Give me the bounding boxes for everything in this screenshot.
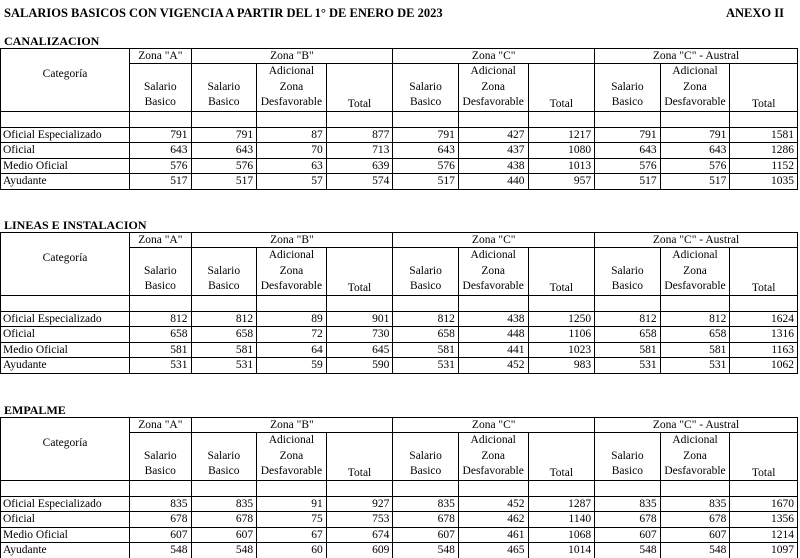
salary-cell: 590 <box>326 358 393 374</box>
salary-cell: 713 <box>326 143 393 159</box>
salary-cell: 957 <box>528 174 595 190</box>
salary-cell: 1214 <box>730 527 798 543</box>
salary-cell: 1152 <box>730 158 798 174</box>
salary-cell: 576 <box>130 158 191 174</box>
salary-cell: 548 <box>595 543 661 558</box>
category-label: Medio Oficial <box>1 158 130 174</box>
adicional-zona-header: Adicional Zona Desfavorable <box>458 433 528 481</box>
salary-cell: 581 <box>595 342 661 358</box>
salary-cell: 812 <box>191 311 257 327</box>
salary-cell: 517 <box>191 174 257 190</box>
salary-cell: 531 <box>595 358 661 374</box>
category-label: Ayudante <box>1 543 130 558</box>
salary-cell: 791 <box>595 127 661 143</box>
salary-cell: 87 <box>257 127 327 143</box>
annex-label: ANEXO II <box>726 6 784 20</box>
section-1 <box>0 219 800 374</box>
salary-cell: 548 <box>130 543 191 558</box>
salary-cell: 1068 <box>528 527 595 543</box>
salary-cell: 89 <box>257 311 327 327</box>
category-label: Oficial <box>1 327 130 343</box>
table-row <box>1 327 798 343</box>
salary-cell: 452 <box>458 496 528 512</box>
zona-b-header: Zona "B" <box>191 49 393 64</box>
adicional-zona-header: Adicional Zona Desfavorable <box>660 433 730 481</box>
table-row <box>1 527 798 543</box>
salary-cell: 57 <box>257 174 327 190</box>
salary-cell: 1035 <box>730 174 798 190</box>
salary-cell: 448 <box>458 327 528 343</box>
adicional-zona-header: Adicional Zona Desfavorable <box>257 248 327 296</box>
salary-cell: 901 <box>326 311 393 327</box>
section-title: LINEAS E INSTALACION <box>4 218 147 232</box>
salary-cell: 812 <box>130 311 191 327</box>
salary-cell: 1106 <box>528 327 595 343</box>
total-header: Total <box>326 64 393 112</box>
salary-cell: 1316 <box>730 327 798 343</box>
zona-c-austral-header: Zona "C" - Austral <box>595 418 798 433</box>
salary-cell: 441 <box>458 342 528 358</box>
table-row <box>1 543 798 558</box>
salary-table <box>0 48 798 190</box>
salary-cell: 1356 <box>730 512 798 528</box>
salary-cell: 1140 <box>528 512 595 528</box>
category-label: Ayudante <box>1 174 130 190</box>
salary-table <box>0 417 798 558</box>
total-header: Total <box>326 248 393 296</box>
zona-a-header: Zona "A" <box>130 418 191 433</box>
salary-cell: 791 <box>191 127 257 143</box>
salary-cell: 1080 <box>528 143 595 159</box>
adicional-zona-header: Adicional Zona Desfavorable <box>660 248 730 296</box>
salary-cell: 1014 <box>528 543 595 558</box>
salary-cell: 643 <box>393 143 459 159</box>
total-header: Total <box>730 433 798 481</box>
salario-basico-header: Salario Basico <box>595 64 661 112</box>
salary-cell: 643 <box>130 143 191 159</box>
salary-cell: 658 <box>660 327 730 343</box>
salary-cell: 983 <box>528 358 595 374</box>
salary-cell: 75 <box>257 512 327 528</box>
salary-cell: 678 <box>191 512 257 528</box>
salary-cell: 639 <box>326 158 393 174</box>
table-row <box>1 174 798 190</box>
zona-c-header: Zona "C" <box>393 233 595 248</box>
salary-cell: 674 <box>326 527 393 543</box>
adicional-zona-header: Adicional Zona Desfavorable <box>660 64 730 112</box>
salario-basico-header: Salario Basico <box>595 433 661 481</box>
section-0 <box>0 35 800 190</box>
salary-cell: 461 <box>458 527 528 543</box>
salary-cell: 440 <box>458 174 528 190</box>
total-header: Total <box>528 64 595 112</box>
salary-cell: 59 <box>257 358 327 374</box>
category-label: Oficial Especializado <box>1 496 130 512</box>
salary-table <box>0 232 798 374</box>
salary-cell: 91 <box>257 496 327 512</box>
salary-cell: 531 <box>660 358 730 374</box>
total-header: Total <box>326 433 393 481</box>
salary-cell: 607 <box>191 527 257 543</box>
salary-cell: 1286 <box>730 143 798 159</box>
zona-c-austral-header: Zona "C" - Austral <box>595 233 798 248</box>
table-row <box>1 358 798 374</box>
salary-cell: 63 <box>257 158 327 174</box>
total-header: Total <box>730 248 798 296</box>
salary-cell: 70 <box>257 143 327 159</box>
salary-cell: 574 <box>326 174 393 190</box>
salary-cell: 581 <box>191 342 257 358</box>
salary-cell: 643 <box>660 143 730 159</box>
salary-cell: 438 <box>458 158 528 174</box>
salary-cell: 607 <box>393 527 459 543</box>
salary-cell: 607 <box>595 527 661 543</box>
total-header: Total <box>730 64 798 112</box>
salario-basico-header: Salario Basico <box>595 248 661 296</box>
salary-cell: 517 <box>130 174 191 190</box>
salary-cell: 607 <box>130 527 191 543</box>
salary-cell: 791 <box>393 127 459 143</box>
salary-cell: 609 <box>326 543 393 558</box>
salario-basico-header: Salario Basico <box>191 248 257 296</box>
salary-cell: 1624 <box>730 311 798 327</box>
page-title: SALARIOS BASICOS CON VIGENCIA A PARTIR DEL 1° DE ENERO DE 2023 <box>4 6 443 20</box>
total-header: Total <box>528 248 595 296</box>
salario-basico-header: Salario Basico <box>393 64 459 112</box>
salario-basico-header: Salario Basico <box>191 64 257 112</box>
salary-cell: 753 <box>326 512 393 528</box>
salary-cell: 462 <box>458 512 528 528</box>
salario-basico-header: Salario Basico <box>393 433 459 481</box>
zona-a-header: Zona "A" <box>130 49 191 64</box>
salary-cell: 730 <box>326 327 393 343</box>
salary-cell: 1163 <box>730 342 798 358</box>
zona-c-header: Zona "C" <box>393 418 595 433</box>
salario-basico-header: Salario Basico <box>130 433 191 481</box>
salary-cell: 531 <box>393 358 459 374</box>
salary-cell: 877 <box>326 127 393 143</box>
table-row <box>1 512 798 528</box>
salary-cell: 438 <box>458 311 528 327</box>
salario-basico-header: Salario Basico <box>130 64 191 112</box>
table-row <box>1 342 798 358</box>
table-row <box>1 496 798 512</box>
salary-cell: 791 <box>130 127 191 143</box>
salary-cell: 1581 <box>730 127 798 143</box>
salary-cell: 531 <box>191 358 257 374</box>
salary-cell: 835 <box>393 496 459 512</box>
salary-cell: 437 <box>458 143 528 159</box>
categoria-header: Categoría <box>1 49 130 112</box>
salary-cell: 427 <box>458 127 528 143</box>
salario-basico-header: Salario Basico <box>191 433 257 481</box>
adicional-zona-header: Adicional Zona Desfavorable <box>257 64 327 112</box>
category-label: Oficial Especializado <box>1 311 130 327</box>
salary-cell: 1013 <box>528 158 595 174</box>
categoria-header: Categoría <box>1 418 130 481</box>
salary-cell: 927 <box>326 496 393 512</box>
salary-cell: 60 <box>257 543 327 558</box>
adicional-zona-header: Adicional Zona Desfavorable <box>458 64 528 112</box>
salary-cell: 678 <box>660 512 730 528</box>
salary-cell: 576 <box>660 158 730 174</box>
section-title: CANALIZACION <box>4 34 100 48</box>
salary-cell: 835 <box>595 496 661 512</box>
salary-cell: 576 <box>595 158 661 174</box>
salary-cell: 678 <box>130 512 191 528</box>
salary-cell: 658 <box>393 327 459 343</box>
salary-cell: 1023 <box>528 342 595 358</box>
salary-cell: 658 <box>595 327 661 343</box>
salary-cell: 658 <box>191 327 257 343</box>
salary-cell: 67 <box>257 527 327 543</box>
salary-cell: 452 <box>458 358 528 374</box>
category-label: Oficial <box>1 143 130 159</box>
section-title: EMPALME <box>4 403 66 417</box>
salary-cell: 658 <box>130 327 191 343</box>
salary-cell: 548 <box>393 543 459 558</box>
category-label: Medio Oficial <box>1 527 130 543</box>
salary-cell: 791 <box>660 127 730 143</box>
total-header: Total <box>528 433 595 481</box>
salary-cell: 678 <box>393 512 459 528</box>
adicional-zona-header: Adicional Zona Desfavorable <box>458 248 528 296</box>
salary-cell: 517 <box>393 174 459 190</box>
salary-cell: 517 <box>595 174 661 190</box>
section-2 <box>0 404 800 558</box>
salary-cell: 531 <box>130 358 191 374</box>
salary-cell: 548 <box>660 543 730 558</box>
salario-basico-header: Salario Basico <box>130 248 191 296</box>
category-label: Oficial <box>1 512 130 528</box>
adicional-zona-header: Adicional Zona Desfavorable <box>257 433 327 481</box>
salary-cell: 835 <box>130 496 191 512</box>
table-row <box>1 143 798 159</box>
salary-cell: 812 <box>595 311 661 327</box>
salario-basico-header: Salario Basico <box>393 248 459 296</box>
category-label: Ayudante <box>1 358 130 374</box>
category-label: Medio Oficial <box>1 342 130 358</box>
salary-cell: 517 <box>660 174 730 190</box>
salary-cell: 581 <box>130 342 191 358</box>
salary-cell: 72 <box>257 327 327 343</box>
salary-cell: 576 <box>393 158 459 174</box>
zona-b-header: Zona "B" <box>191 233 393 248</box>
category-label: Oficial Especializado <box>1 127 130 143</box>
salary-cell: 1670 <box>730 496 798 512</box>
salary-cell: 1217 <box>528 127 595 143</box>
table-row <box>1 311 798 327</box>
table-row <box>1 158 798 174</box>
salary-cell: 548 <box>191 543 257 558</box>
categoria-header: Categoría <box>1 233 130 296</box>
salary-cell: 835 <box>191 496 257 512</box>
salary-cell: 643 <box>595 143 661 159</box>
salary-cell: 465 <box>458 543 528 558</box>
zona-c-header: Zona "C" <box>393 49 595 64</box>
salary-cell: 581 <box>393 342 459 358</box>
salary-cell: 607 <box>660 527 730 543</box>
zona-b-header: Zona "B" <box>191 418 393 433</box>
salary-cell: 645 <box>326 342 393 358</box>
salary-cell: 581 <box>660 342 730 358</box>
salary-cell: 1250 <box>528 311 595 327</box>
salary-cell: 812 <box>660 311 730 327</box>
salary-cell: 835 <box>660 496 730 512</box>
salary-cell: 64 <box>257 342 327 358</box>
salary-cell: 1097 <box>730 543 798 558</box>
zona-c-austral-header: Zona "C" - Austral <box>595 49 798 64</box>
salary-cell: 812 <box>393 311 459 327</box>
salary-cell: 576 <box>191 158 257 174</box>
salary-cell: 643 <box>191 143 257 159</box>
zona-a-header: Zona "A" <box>130 233 191 248</box>
salary-cell: 1062 <box>730 358 798 374</box>
table-row <box>1 127 798 143</box>
salary-cell: 1287 <box>528 496 595 512</box>
salary-cell: 678 <box>595 512 661 528</box>
